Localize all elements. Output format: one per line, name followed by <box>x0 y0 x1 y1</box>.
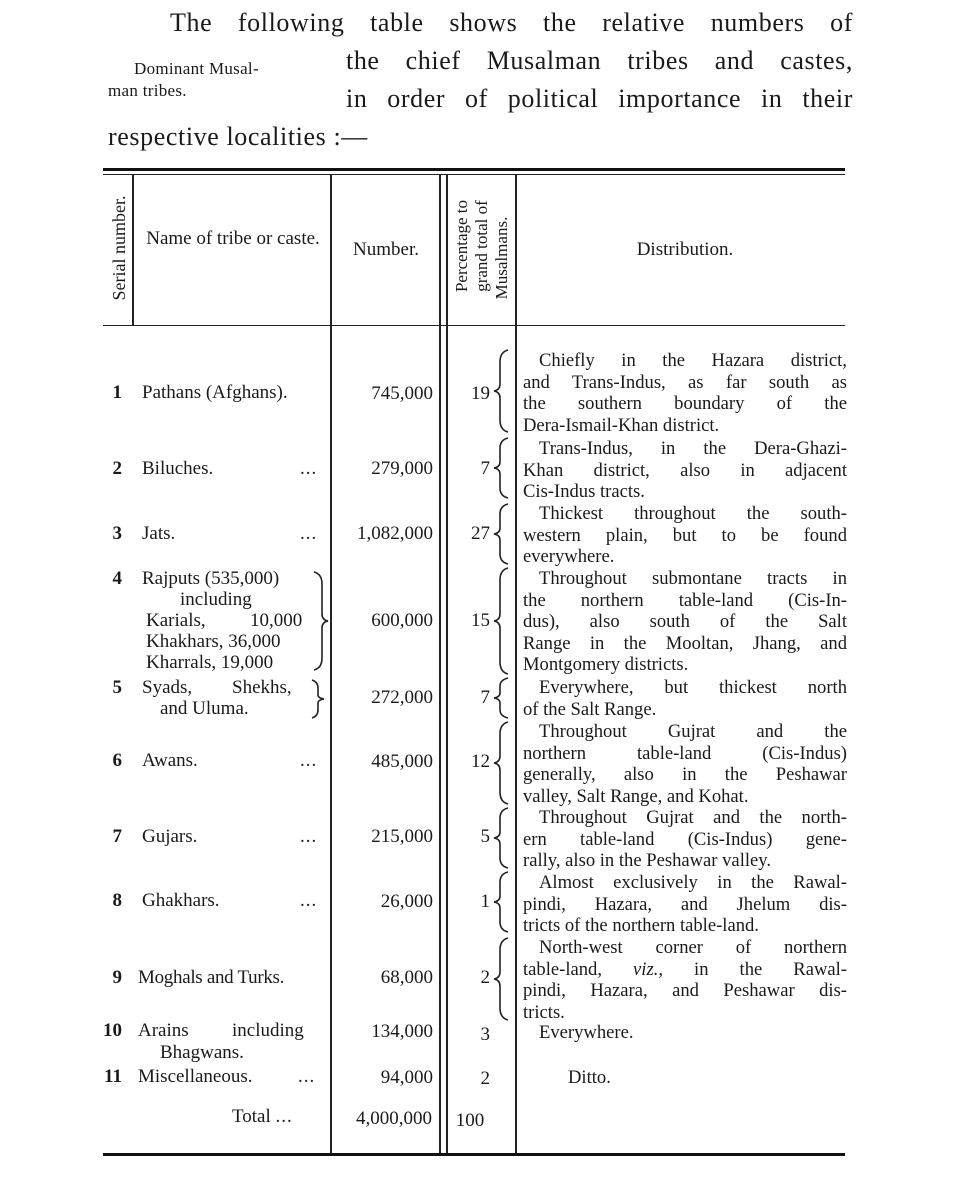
tribe-name-cell: Gujars. <box>142 826 198 847</box>
distribution-line: Khan district, also in adjacent <box>523 459 847 481</box>
leader-dots: ... <box>275 1106 293 1127</box>
tribe-name-cell: Miscellaneous. <box>138 1066 253 1087</box>
distribution-line: tricts of the northern table-land. <box>523 915 759 937</box>
number-cell: 134,000 <box>371 1021 433 1042</box>
distribution-line: of the Salt Range. <box>523 698 657 720</box>
header-percentage-line-3: Musalmans. <box>492 216 511 300</box>
intro-line-1: The following table shows the relative numbers of <box>170 8 853 37</box>
margin-note <box>108 58 318 102</box>
distribution-line: valley, Salt Range, and Kohat. <box>523 785 749 807</box>
tribe-name-line: Syads, <box>142 677 193 698</box>
leader-dots: ... <box>300 826 318 847</box>
tribe-name-cell: Pathans (Afghans). <box>142 382 288 403</box>
header-serial-number: Serial number. <box>109 195 129 301</box>
total-number: 4,000,000 <box>356 1108 432 1129</box>
serial-cell: 7 <box>112 826 122 847</box>
distribution-cell <box>523 350 847 436</box>
margin-note-line-2: man tribes. <box>108 81 187 100</box>
number-cell: 485,000 <box>371 751 433 772</box>
distribution-line: Everywhere, but thickest north <box>539 677 847 698</box>
distribution-cell <box>523 937 847 1023</box>
distribution-cell <box>523 568 847 676</box>
brace-icon <box>312 570 330 672</box>
distribution-line: the southern boundary of the <box>523 393 847 415</box>
serial-cell: 10 <box>103 1020 122 1041</box>
header-distribution: Distribution. <box>636 239 734 260</box>
number-cell: 26,000 <box>380 891 433 912</box>
distribution-fragment: viz., <box>633 958 663 980</box>
distribution-cell <box>523 872 847 937</box>
tribe-name-cell: Ghakhars. <box>142 890 220 911</box>
percentage-cell: 15 <box>471 610 490 631</box>
brace-icon <box>492 502 514 566</box>
serial-cell: 1 <box>112 382 122 403</box>
number-cell: 94,000 <box>380 1067 433 1088</box>
distribution-line: Almost exclusively in the Rawal- <box>539 872 847 893</box>
table-top-rule <box>103 168 845 171</box>
serial-cell: 11 <box>104 1066 122 1087</box>
distribution-cell <box>523 1022 847 1044</box>
leader-dots: ... <box>300 890 318 911</box>
distribution-cell <box>568 1067 892 1089</box>
number-cell: 68,000 <box>380 967 433 988</box>
distribution-line: Range in the Mooltan, Jhang, and <box>523 632 847 654</box>
distribution-line: Throughout Gujrat and the north- <box>539 807 847 828</box>
tribe-name-line: Karials, <box>146 610 206 631</box>
serial-cell: 8 <box>112 890 122 911</box>
distribution-line: pindi, Hazara, and Peshawar dis- <box>523 980 847 1002</box>
distribution-line: North-west corner of northern <box>539 937 847 958</box>
header-bottom-rule <box>103 325 845 326</box>
tribe-name-line: Arains <box>138 1020 189 1041</box>
tribe-name-line: including <box>180 589 252 610</box>
percentage-cell: 2 <box>480 967 490 988</box>
brace-icon <box>492 870 514 934</box>
table-bottom-rule <box>103 1153 845 1156</box>
distribution-line: Trans-Indus, in the Dera-Ghazi- <box>539 438 847 459</box>
tribe-name-line: Rajputs (535,000) <box>142 568 280 589</box>
distribution-line: Montgomery districts. <box>523 654 689 676</box>
column-divider <box>515 175 517 1153</box>
number-cell: 279,000 <box>371 458 433 479</box>
tribe-name-line: Shekhs, <box>232 677 292 698</box>
intro-line-4: respective localities :— <box>108 122 368 151</box>
number-cell: 215,000 <box>371 826 433 847</box>
tribe-name-line: including <box>232 1020 304 1041</box>
total-label <box>232 1106 293 1128</box>
brace-icon <box>492 936 514 1022</box>
distribution-line <box>523 959 847 981</box>
percentage-cell: 27 <box>471 523 490 544</box>
number-cell: 1,082,000 <box>357 523 433 544</box>
brace-icon <box>492 436 514 500</box>
percentage-cell: 1 <box>480 891 490 912</box>
tribe-name-line: Khakhars, 36,000 <box>146 631 281 652</box>
distribution-line: everywhere. <box>523 546 615 568</box>
header-name-of-tribe: Name of tribe or caste. <box>146 228 320 249</box>
distribution-line: Thickest throughout the south- <box>539 503 847 524</box>
distribution-cell <box>523 807 847 872</box>
brace-icon <box>310 678 326 720</box>
serial-cell: 5 <box>112 677 122 698</box>
distribution-line: tricts. <box>523 1001 565 1023</box>
brace-icon <box>492 806 514 870</box>
header-number: Number. <box>353 239 419 260</box>
brace-icon <box>492 720 514 806</box>
distribution-line: Dera-Ismail-Khan district. <box>523 414 720 436</box>
leader-dots: ... <box>300 458 318 479</box>
number-cell: 600,000 <box>371 610 433 631</box>
brace-icon <box>492 348 514 434</box>
number-cell: 745,000 <box>371 383 433 404</box>
distribution-line: western plain, but to be found <box>523 524 847 546</box>
tribe-name-line: Kharrals, 19,000 <box>146 652 274 673</box>
leader-dots: ... <box>298 1066 316 1087</box>
table-top-inner-rule <box>103 174 845 175</box>
tribe-name-line: and Uluma. <box>160 698 249 719</box>
margin-note-line-1: Dominant Musal- <box>134 59 259 78</box>
tribe-name-line: Bhagwans. <box>160 1042 244 1063</box>
tribe-name-cell: Moghals and Turks. <box>138 967 285 988</box>
serial-cell: 6 <box>112 750 122 771</box>
distribution-line: Everywhere. <box>539 1022 634 1043</box>
serial-cell: 3 <box>112 523 122 544</box>
tribe-name-cell: Jats. <box>142 523 176 544</box>
intro-line-2: the chief Musalman tribes and castes, <box>346 46 853 75</box>
column-divider <box>439 175 441 1153</box>
distribution-line: Throughout Gujrat and the <box>539 721 847 742</box>
distribution-line: dus), also south of the Salt <box>523 611 847 633</box>
distribution-fragment: table-land, <box>523 958 602 980</box>
brace-icon <box>492 566 514 676</box>
column-divider <box>330 175 332 1153</box>
distribution-line: Cis-Indus tracts. <box>523 481 645 503</box>
tribe-name-cell: Awans. <box>142 750 198 771</box>
distribution-cell <box>523 438 847 503</box>
percentage-cell: 19 <box>471 383 490 404</box>
header-percentage-line-2: grand total of <box>472 200 491 292</box>
serial-cell: 2 <box>112 458 122 479</box>
leader-dots: ... <box>300 523 318 544</box>
intro-line-3: in order of political importance in their <box>346 84 853 113</box>
total-label-text: Total <box>232 1106 271 1127</box>
percentage-cell: 7 <box>480 687 490 708</box>
percentage-cell: 2 <box>480 1068 490 1089</box>
total-percentage: 100 <box>455 1110 485 1131</box>
distribution-cell <box>523 721 847 807</box>
distribution-line: Throughout submontane tracts in <box>539 568 847 589</box>
distribution-line: and Trans-Indus, as far south as <box>523 371 847 393</box>
distribution-cell <box>523 677 847 720</box>
column-divider <box>446 175 448 1153</box>
leader-dots: ... <box>300 750 318 771</box>
serial-cell: 4 <box>112 568 122 589</box>
percentage-cell: 7 <box>480 458 490 479</box>
distribution-line: Chiefly in the Hazara district, <box>539 350 847 371</box>
distribution-line: the northern table-land (Cis-In- <box>523 589 847 611</box>
tribe-subcount: 10,000 <box>250 610 303 631</box>
brace-icon <box>492 676 514 720</box>
percentage-cell: 3 <box>480 1024 490 1045</box>
serial-cell: 9 <box>112 967 122 988</box>
distribution-fragment: in the Rawal- <box>694 958 847 980</box>
number-cell: 272,000 <box>371 687 433 708</box>
percentage-cell: 12 <box>471 751 490 772</box>
percentage-cell: 5 <box>480 826 490 847</box>
distribution-line: rally, also in the Peshawar valley. <box>523 850 772 872</box>
tribe-name-cell: Biluches. <box>142 458 214 479</box>
distribution-cell <box>523 503 847 568</box>
distribution-line: Ditto. <box>568 1067 611 1088</box>
distribution-line: generally, also in the Peshawar <box>523 764 847 786</box>
distribution-line: ern table-land (Cis-Indus) gene- <box>523 828 847 850</box>
header-percentage-line-1: Percentage to <box>452 199 471 293</box>
distribution-line: northern table-land (Cis-Indus) <box>523 742 847 764</box>
column-divider <box>132 175 134 326</box>
distribution-line: pindi, Hazara, and Jhelum dis- <box>523 893 847 915</box>
